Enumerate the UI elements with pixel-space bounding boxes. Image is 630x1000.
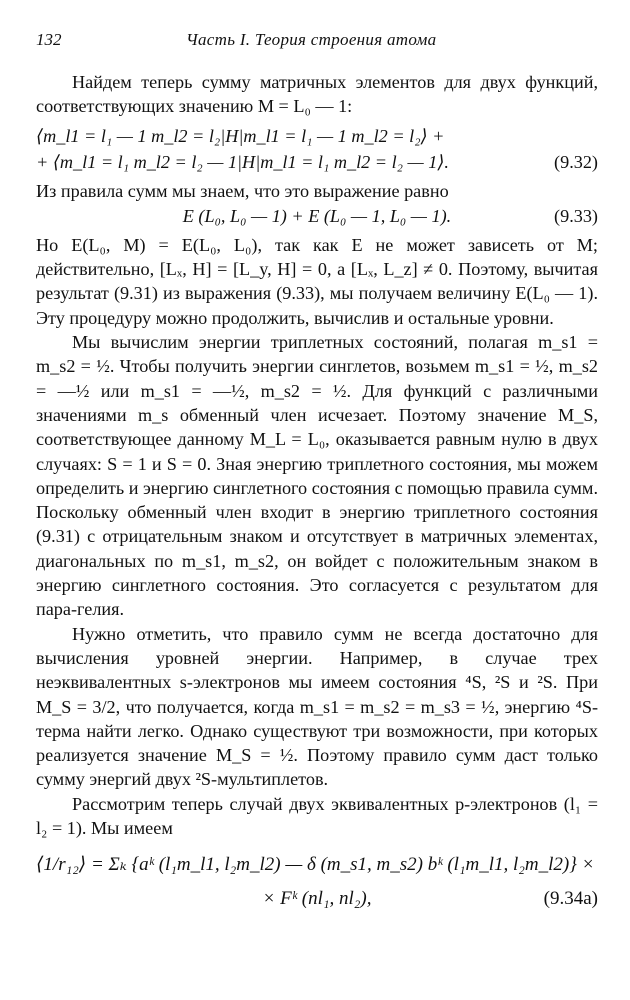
equation-9-34a-line-1: [36, 848, 598, 882]
equation-9-32-line-1-text: ⟨m_l1 = l₁ — 1 m_l2 = l₂|H|m_l1 = l₁ — 1 m_l2 = l₂⟩ +: [36, 125, 445, 146]
running-title: Часть I. Теория строения атома: [186, 30, 437, 49]
equation-9-33-number: (9.33): [554, 205, 598, 226]
equation-9-32-line-2-text: + ⟨m_l1 = l₁ m_l2 = l₂ — 1|H|m_l1 = l₁ m_l2 = l₂ — 1⟩.: [36, 151, 449, 172]
paragraph-4: Мы вычислим энергии триплетных состояний, полагая m_s1 = m_s2 = ½. Чтобы получить энергии синглетов, возьмем m_s1 = ½, m_s2 = —½ или m_s1 = —½, m_s2 = ½. Для функций с различными значениями m_s обменный член исчезает. Поэтому значение M_S, соответствующее данному M_L = L₀, оказывается равным нулю в двух случаях: S = 1 и S = 0. Зная энергию триплетного состояния, мы можем определить и энергию синглетного состояния с помощью правила сумм. Поскольку обменный член входит в энергию триплетного состояния (9.31) с отрицательным знаком и отсутствует в матричных элементах, диагональных по m_s1, m_s2, он войдет с положительным знаком в энергию синглетного состояния. Это согласуется с результатом для пара-гелия.: [36, 332, 598, 620]
equation-9-33-text: E (L₀, L₀ — 1) + E (L₀ — 1, L₀ — 1).: [182, 205, 452, 226]
equation-9-34a-line-2-text: × Fᵏ (nl₁, nl₂),: [262, 888, 372, 910]
paragraph-6: Рассмотрим теперь случай двух эквивалентных p-электронов (l₁ = l₂ = 1). Мы имеем: [36, 793, 598, 839]
equation-9-32-line-2: [36, 149, 598, 175]
page-body: [36, 70, 598, 916]
equation-9-34a-number: (9.34а): [543, 888, 598, 910]
equation-9-33: [36, 203, 598, 229]
equation-9-34a-line-2: [36, 882, 598, 916]
page-header: [36, 30, 598, 58]
equation-9-34a-line-1-text: ⟨1/r₁₂⟩ = Σₖ {aᵏ (l₁m_l1, l₂m_l2) — δ (m_s1, m_s2) bᵏ (l₁m_l1, l₂m_l2)} ×: [36, 854, 595, 876]
paragraph-2: Из правила сумм мы знаем, что это выражение равно: [36, 180, 449, 201]
paragraph-3: Но E(L₀, M) = E(L₀, L₀), так как E не может зависеть от M; действительно, [Lₓ, H] = [L_y, H] = 0, а [Lₓ, L_z] ≠ 0. Поэтому, вычитая результат (9.31) из выражения (9.33), мы получаем величину E(L₀ — 1). Эту процедуру можно продолжить, вычислив и остальные уровни.: [36, 234, 598, 328]
paragraph-1: Найдем теперь сумму матричных элементов для двух функций, соответствующих значению M = L₀ — 1:: [36, 72, 598, 117]
equation-9-32-line-1: [36, 123, 598, 149]
paragraph-5: Нужно отметить, что правило сумм не всегда достаточно для вычисления уровней энергии. Например, в случае трех неэквивалентных s-электронов мы имеем состояния ⁴S, ²S и ²S. При M_S = 3/2, что получается, когда m_s1 = m_s2 = m_s3 = ½, энергию ⁴S-терма найти легко. Однако существуют три возможности, при которых реализуется значение M_S = ½. Поэтому правило сумм даст только сумму энергий двух ²S-мультиплетов.: [36, 623, 598, 790]
page-number: 132: [36, 30, 62, 49]
equation-9-32-number: (9.32): [554, 151, 598, 172]
